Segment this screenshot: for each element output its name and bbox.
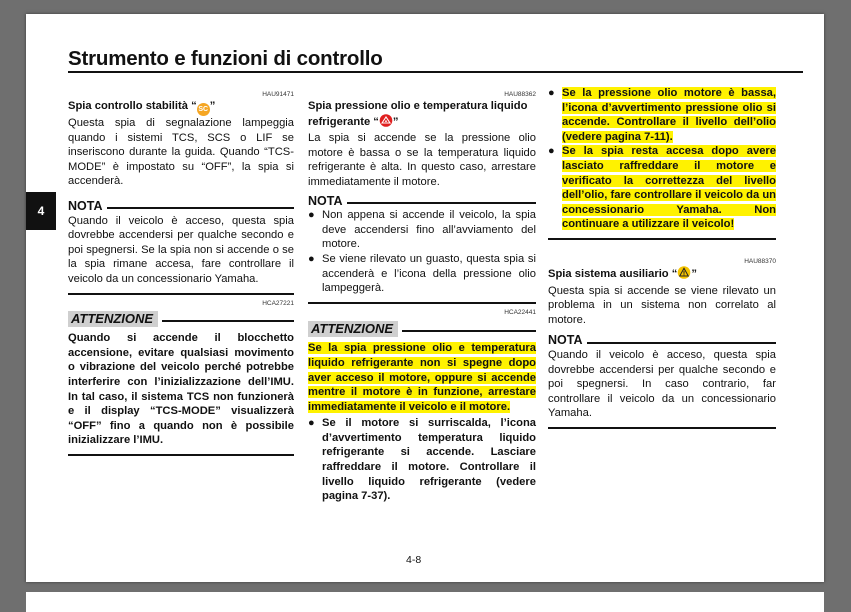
nota-label: NOTA [68, 198, 103, 213]
nota-label: NOTA [548, 333, 583, 348]
nota-header [308, 194, 536, 209]
heading-close: ” [691, 267, 697, 280]
bullet-dot: ● [548, 145, 555, 158]
ref-code: HAU91471 [262, 91, 294, 98]
bullet-text: Se il motore si surriscalda, l’icona d’avvertimento temperatura liquido refrigerante si accende. Lasciare raffreddare il motore. Controllare il livello liquido refrigerante (vedere pagina 7-37). [322, 417, 536, 503]
ref-code: HAU88370 [744, 257, 776, 265]
oil-coolant-text: La spia si accende se la pressione olio motore è bassa o se la temperatura liquido refrigerante è alta. In questo caso, arrestare immediatamente il motore. [308, 132, 536, 188]
attention-end-rule [68, 454, 294, 456]
title-rule [68, 71, 803, 73]
nota-text: Quando il veicolo è acceso, questa spia dovrebbe accendersi per qualche secondo e poi spegnersi. Se la spia non si accende o se la spia rimane accesa, fare controllare il veicolo da un concessionario Yamaha. [68, 214, 294, 285]
ref-code: HAU88362 [504, 91, 536, 98]
column-1 [68, 91, 294, 456]
attention-label: ATTENZIONE [308, 321, 398, 338]
nota-label: NOTA [308, 193, 343, 208]
stability-control-heading [68, 99, 294, 116]
column-2 [308, 91, 536, 504]
aux-system-text: Questa spia si accende se viene rilevato un problema in un sistema non correlato al motore. [548, 284, 776, 326]
nota-rule [107, 207, 295, 209]
chapter-tab: 4 [26, 192, 56, 230]
bullet-dot: ● [308, 209, 315, 222]
nota-end-rule [548, 427, 776, 429]
attention-text: Quando si accende il blocchetto accensione, evitare qualsiasi movimento o vibrazione del veicolo perché potrebbe interferire con l’inizializzazione dell’IMU. In tal caso, il sistema TCS non funzionerà e il display “TCS-MODE” visualizzerà “OFF” fino a quando non è possibile inizializzare l’IMU. [68, 332, 294, 447]
heading-text: Spia sistema ausiliario “ [548, 267, 678, 280]
attention-rule [162, 320, 294, 322]
heading-close: ” [392, 115, 399, 128]
nota-bullet [308, 252, 536, 296]
column-3 [548, 87, 776, 429]
ref-code: HCA27221 [262, 299, 294, 307]
warning-triangle-icon [677, 266, 691, 284]
heading-text: Spia pressione olio e temperatura liquido refrigerante “ [308, 100, 528, 128]
attention-label: ATTENZIONE [68, 311, 158, 328]
bullet-dot: ● [308, 252, 315, 265]
attention-header [308, 321, 536, 338]
nota-header [548, 333, 776, 348]
attention-text [308, 341, 536, 414]
nota-rule [347, 202, 537, 204]
page-number: 4-8 [406, 554, 422, 566]
aux-system-heading [548, 266, 776, 284]
stability-control-text: Questa spia di segnalazione lampeggia quando i sistemi TCS, SCS o LIF se inseriscono durante la guida. Quando “TCS-MODE” è impostato su “OFF”, la spia si accenderà. [68, 117, 294, 188]
highlighted-text: Se la spia resta accesa dopo avere lasciato raffreddare il motore e verificato la correttezza del livello dell’olio, fare controllare il veicolo da un concessionario Yamaha. Non continuare a utilizzare il veicolo! [562, 145, 776, 231]
nota-header [68, 199, 294, 214]
nota-bullet [308, 208, 536, 252]
oil-coolant-heading [308, 99, 536, 131]
page-title: Strumento e funzioni di controllo [68, 47, 383, 70]
highlighted-text: Se la spia pressione olio e temperatura liquido refrigerante non si spegne dopo aver acceso il motore, oppure si accende mentre il motore è in funzione, arrestare immediatamente il veicolo e il motore. [308, 342, 536, 413]
nota-text: Quando il veicolo è acceso, questa spia dovrebbe accendersi per qualche secondo e poi spegnersi. In caso contrario, far controllare il veicolo da un concessionario Yamaha. [548, 348, 776, 420]
attention-header [68, 311, 294, 328]
heading-close: ” [209, 100, 216, 112]
next-page-edge [26, 592, 824, 612]
ref-code: HCA22441 [504, 308, 536, 316]
bullet-dot: ● [308, 417, 315, 430]
nota-rule [587, 342, 777, 344]
bullet-text: Non appena si accende il veicolo, la spia deve accendersi fino all’avviamento del motore. [322, 209, 536, 251]
attention-bullet [308, 416, 536, 504]
attention-bullet [548, 144, 776, 232]
highlighted-text: Se la pressione olio motore è bassa, l’icona d’avvertimento pressione olio si accende. Controllare il livello dell’olio (vedere pagina 7-11). [562, 87, 776, 143]
bullet-dot: ● [548, 87, 555, 99]
oil-pressure-coolant-icon [379, 114, 393, 132]
stability-control-icon: SC [197, 103, 210, 116]
attention-rule [402, 330, 536, 332]
bullet-text: Se viene rilevato un guasto, questa spia si accenderà e l’icona della pressione olio lampeggerà. [322, 252, 536, 295]
attention-bullet [548, 86, 776, 144]
heading-text: Spia controllo stabilità “ [68, 100, 197, 112]
manual-page [26, 14, 824, 582]
